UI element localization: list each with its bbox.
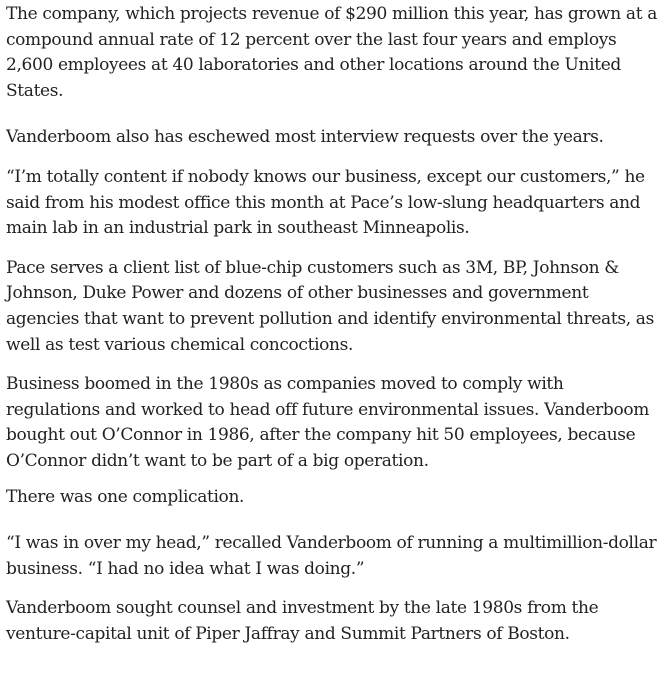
paragraph-content-quote: “I’m totally content if nobody knows our business, except our customers,” he said from his modest office this month at Pace’s low-slung headquarters and main lab in an industrial park in southeast Minneapolis. [6, 166, 645, 239]
paragraph-over-my-head-quote: “I was in over my head,” recalled Vanderboom of running a multimillion-dollar business. “I had no idea what I was doing.” [6, 533, 657, 579]
paragraph-counsel-investment: Vanderboom sought counsel and investment by the late 1980s from the venture-capital unit of Piper Jaffray and Summit Partners of Boston. [6, 598, 599, 644]
paragraph-complication: There was one complication. [6, 486, 245, 507]
paragraph-business-boomed: Business boomed in the 1980s as companies moved to comply with regulations and worked to head off future environmental issues. Vanderboom bought out O’Connor in 1986, after the company hit 50 employees, because O’Connor didn’t want to be part of a big operation. [6, 374, 650, 471]
paragraph-revenue-growth: The company, which projects revenue of $290 million this year, has grown at a compound annual rate of 12 percent over the last four years and employs 2,600 employees at 40 laboratories and other locations around the United States. [6, 4, 658, 101]
paragraph-eschewed-interviews: Vanderboom also has eschewed most interview requests over the years. [6, 127, 604, 148]
paragraph-client-list: Pace serves a client list of blue-chip customers such as 3M, BP, Johnson & Johnson, Duke Power and dozens of other businesses and government agencies that want to prevent pollution and identify environmental threats, as well as test various chemical concoctions. [6, 257, 654, 355]
article-body [6, 2, 661, 647]
